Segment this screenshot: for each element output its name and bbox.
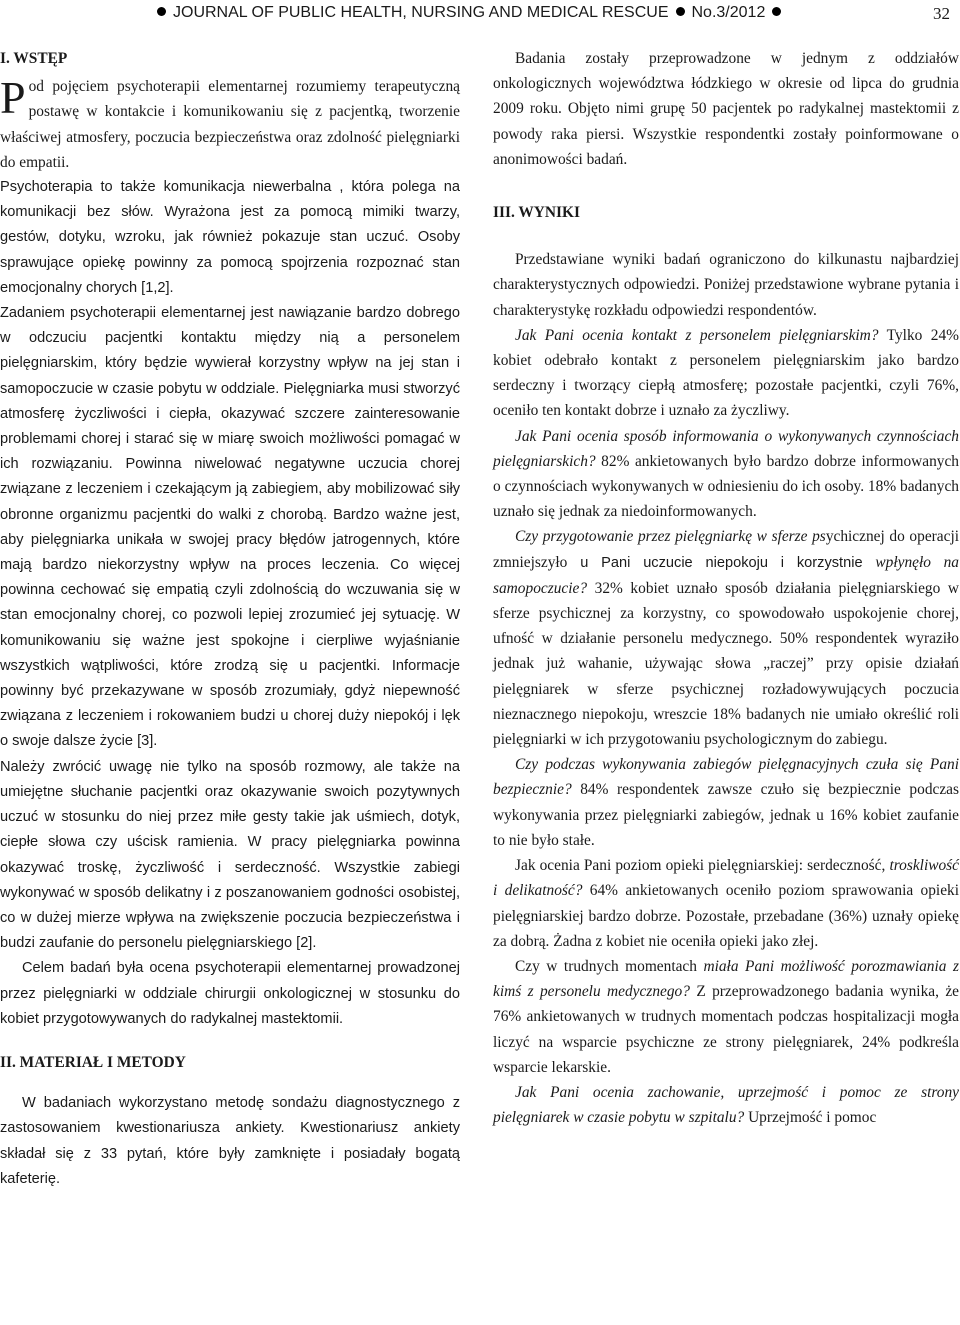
intro-text: od pojęciem psychoterapii elementarnej rozumiemy terapeutyczną postawę w kontakcie i komunikowaniu się z pacjentką, tworzenie właściwej atmosfery, poczucia bezpieczeństwa oraz zdolność pielęgniarki do empatii. (0, 78, 460, 171)
journal-title: JOURNAL OF PUBLIC HEALTH, NURSING AND MEDICAL RESCUE (173, 4, 669, 21)
running-header (150, 4, 950, 26)
paragraph-study-goal: Celem badań była ocena psychoterapii elementarnej prowadzonej przez pielęgniarki w oddziale chirurgii onkologicznej w stosunku do kobiet przygotowywanych do radykalnej mastektomii. (0, 960, 460, 1027)
question-care-level-a: Jak ocenia Pani poziom opieki pielęgniarskiej: serdeczność, (515, 857, 890, 875)
right-column (493, 46, 959, 1130)
question-preparation-d: wpłynęło na samopoczucie? (493, 553, 960, 597)
answer-care-level: 64% ankietowanych oceniło poziom sprawowania opieki pielęgniarskiej bardzo dobrze. Pozostałe, przebadane (36%) uznały opiekę za dobrą. Żadna z kobiet nie oceniła opieki jako złej. (493, 882, 960, 950)
answer-conversation: Z przeprowadzonego badania wynika, że 76% ankietowanych w trudnych momentach podczas hospitalizacji mogła liczyć na wsparcie psychiczne ze strony pielęgniarek, 24% podkreśla wsparcie lekarskie. (493, 983, 959, 1076)
bullet-dot-icon (676, 7, 685, 16)
paragraph-methods: W badaniach wykorzystano metodę sondażu diagnostycznego z zastosowaniem kwestionariusza ankiety. Kwestionariusz ankiety składał się z 33 pytań, które były zamknięte i posiadały bogatą kafeterię. (0, 1095, 460, 1187)
issue-number: No.3/2012 (691, 4, 766, 21)
result-care-level (493, 853, 959, 954)
paragraph-study-setting: Badania zostały przeprowadzone w jednym z oddziałów onkologicznych województwa łódzkiego w okresie od lipca do grudnia 2009 roku. Objęto nimi grupę 50 pacjentek po radykalnej mastektomii z powody raka piersi. Wszystkie respondentki zostały poinformowane o anonimowości badań. (493, 50, 959, 168)
question-information: Jak Pani ocenia sposób informowania o wykonywanych czynnościach pielęgniarskich? (493, 427, 959, 470)
result-information (493, 424, 959, 525)
question-preparation-c: u Pani uczucie niepokoju i korzystnie (567, 554, 876, 571)
paragraph-listening: Należy zwrócić uwagę nie tylko na sposób rozmowy, ale także na umiejętne słuchanie pacjentki oraz okazywanie swoich pozytywnych uczuć w stosunku do niej przez miłe gesty takie jak uśmiech, dotyk, ciepłe słowa czy uścisk ramienia. W pracy pielęgniarka powinna okazywać troskę, życzliwość i serdeczność. Wszystkie zabiegi wykonywać w sposób delikatny i z poszanowaniem godności osobistej, co w dużej mierze wpływa na zwiększenie poczucia bezpieczeństwa i budzi zaufanie do personelu pielęgniarskiego [2]. (0, 758, 460, 952)
question-contact: Jak Pani ocenia kontakt z personelem pielęgniarskim? (515, 326, 879, 344)
question-conversation-a: Czy w trudnych momentach (515, 957, 704, 975)
result-preparation (493, 524, 959, 752)
section-heading-results: III. WYNIKI (493, 204, 580, 222)
result-safety (493, 752, 959, 853)
result-contact (493, 323, 959, 424)
result-courtesy (493, 1080, 959, 1130)
result-conversation (493, 954, 959, 1080)
answer-courtesy: Uprzejmość i pomoc (744, 1109, 877, 1127)
answer-information: 82% ankietowanych było bardzo dobrze informowanych o czynnościach wykonywanych w odniesieniu do ich osoby. 18% badanych uznało się jednak za niedoinformowanych. (493, 452, 959, 521)
intro-paragraph (0, 74, 460, 175)
drop-cap: P (0, 72, 26, 124)
question-preparation-b: ychicznej do operacji zmniejszyło (493, 528, 959, 571)
question-preparation-a: Czy przygotowanie przez pielęgniarkę w sferze ps (515, 528, 826, 546)
section-heading-methods: II. MATERIAŁ I METODY (0, 1053, 186, 1071)
left-column (0, 46, 460, 1192)
paragraph-aims: Zadaniem psychoterapii elementarnej jest nawiązanie bardzo dobrego w odczuciu pacjentki kontaktu między nią a personelem pielęgniarskim, który będzie wywierał korzystny wpływ na jej stan i samopoczucie w czasie pobytu w oddziale. Pielęgniarka musi stworzyć atmosferę życzliwości i ciepła, okazywać szczere zainteresowanie problemami chorej i starać się w miarę swoich możliwości pomagać w ich rozwiązaniu. Powinna niwelować negatywne uczucia chorej związane z leczeniem i czekającym ją zabiegiem, aby mobilizować siły obronne organizmu pacjentki do walki z chorobą. Bardzo ważne jest, aby pielęgniarka unikała w swojej pracy błędów jatrogennych, które mają bardzo niekorzystny wpływ na proces leczenia. Co więcej powinna cechować się empatią czyli zdolnością do wczuwania się w stan emocjonalny chorej, co pozwoli lepiej zrozumieć jej sytuację. W komunikowaniu się ważne jest spokojne i cierpliwe wyjaśnianie wszystkich wątpliwości, które zrodzą się u pacjentki. Informacje powinny być przekazywane w sposób zrozumiały, gdyż niepewność związana z leczeniem i rokowaniem budzi u chorej duży niepokój i lęk o swoje dalsze życie [3]. (0, 305, 460, 750)
question-conversation-b: miała Pani możliwość porozmawiania z kimś z personelu medycznego? (493, 957, 959, 1001)
bullet-dot-icon (772, 7, 781, 16)
paragraph-results-intro: Przedstawiane wyniki badań ograniczono do kilkunastu najbardziej charakterystycznych odpowiedzi. Poniżej przedstawione wybrane pytania i charakterystykę rozkładu odpowiedzi respondentów. (493, 251, 959, 319)
answer-contact: Tylko 24% kobiet odebrało kontakt z personelem pielęgniarskim jako bardzo serdeczny i tworzący ciepłą atmosferę; pozostałe pacjentki, czyli 76%, oceniło ten kontakt dobrze i uznało za życzliwy. (493, 326, 959, 420)
answer-safety: 84% respondentek zawsze czuło się bezpiecznie podczas wykonywania przez pielęgniarki zabiegów, jednak u 16% kobiet zaufanie to nie było stałe. (493, 781, 959, 849)
question-care-level-b: troskliwość i delikatność? (493, 857, 959, 900)
question-safety: Czy podczas wykonywania zabiegów pielęgnacyjnych czuła się Pani bezpiecznie? (493, 756, 959, 799)
section-heading-intro: I. WSTĘP (0, 50, 68, 67)
page-number: 32 (933, 4, 950, 23)
paragraph-nonverbal: Psychoterapia to także komunikacja niewerbalna , która polega na komunikacji bez słów. Wyrażona jest za pomocą mimiki twarzy, gestów, dotyku, wzroku, jak również pokazuje stan uczuć. Osoby sprawujące opiekę powinny za pomocą spojrzenia rozpoznać stan emocjonalny chorych [1,2]. (0, 179, 460, 296)
bullet-dot-icon (157, 7, 166, 16)
question-courtesy: Jak Pani ocenia zachowanie, uprzejmość i pomoc ze strony pielęgniarek w czasie pobytu w szpitalu? (493, 1083, 959, 1127)
answer-preparation: 32% kobiet uznało sposób działania pielęgniarskiego w sferze psychicznej za korzystny, co spowodowało uspokojenie chorej, ufność w działanie personelu medycznego. 50% respondentek wyraziło jednak już wahanie, używając słowa „raczej” przy opisie działań pielęgniarek w sferze psychicznej rozładowywujących poczucia nieznacznego niepokoju, wreszcie 18% badanych nie umiało określić roli pielęgniarki w ich przygotowaniu psychologicznym do zabiegu. (493, 579, 959, 749)
